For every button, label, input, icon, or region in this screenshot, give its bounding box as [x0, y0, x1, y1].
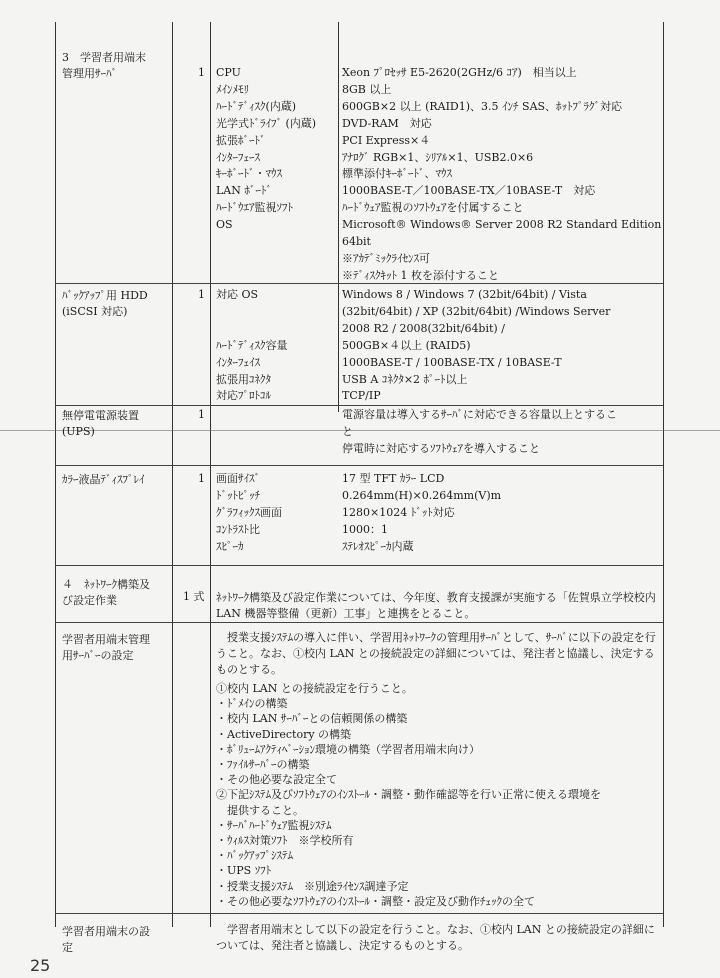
- server-setup-line: ・校内 LAN ｻｰﾊﾞｰとの信頼関係の構築: [216, 712, 408, 726]
- spec-value: TCP/IP: [342, 389, 381, 403]
- section-item-name: ﾊﾞｯｸｱｯﾌﾟ用 HDD (iSCSI 対応): [62, 289, 148, 318]
- section-qty: 1: [198, 472, 205, 485]
- spec-key: 拡張ﾎﾞｰﾄﾞ: [216, 133, 266, 147]
- section-item-name: 無停電電源装置 (UPS): [62, 409, 139, 438]
- spec-key: ﾄﾞｯﾄﾋﾟｯﾁ: [216, 488, 260, 502]
- spec-key: ﾊｰﾄﾞｳｴｱ監視ｿﾌﾄ: [216, 201, 293, 215]
- server-setup-intro: 授業支援ｼｽﾃﾑの導入に伴い、学習用ﾈｯﾄﾜｰｸの管理用ｻｰﾊﾞとして、ｻｰﾊﾞに以下の設定を行うこと。なお、①校内 LAN との接続設定の詳細については、発注者と協議し、決定するものとする。: [216, 631, 656, 676]
- spec-key: ｲﾝﾀｰﾌｪｲｽ: [216, 355, 260, 369]
- spec-key: ﾒｲﾝﾒﾓﾘ: [216, 82, 249, 96]
- table-rule-item: [172, 22, 173, 927]
- spec-value: 0.264mm(H)×0.264mm(V)m: [342, 488, 502, 502]
- spec-key: 画面ｻｲｽﾞ: [216, 472, 260, 485]
- server-setup-line: ・その他必要なｿﾌﾄｳｪｱのｲﾝｽﾄｰﾙ・調整・設定及び動作ﾁｪｯｸの全て: [216, 894, 535, 908]
- row-divider: [55, 913, 663, 914]
- spec-value: Xeon ﾌﾟﾛｾｯｻ E5-2620(2GHz/6 ｺｱ) 相当以上: [342, 66, 577, 79]
- spec-value: 600GB×2 以上 (RAID1)、3.5 ｲﾝﾁ SAS、ﾎｯﾄﾌﾟﾗｸﾞ対応: [342, 99, 623, 113]
- spec-value: 1000：1: [342, 522, 388, 536]
- table-border-left: [55, 22, 56, 927]
- spec-value: DVD-RAM 対応: [342, 116, 432, 130]
- spec-key: ｽﾋﾟｰｶ: [216, 539, 244, 553]
- server-setup-line: 提供すること。: [216, 803, 304, 817]
- spec-value: ﾊｰﾄﾞｳｪｱ監視のｿﾌﾄｳｪｱを付属すること: [342, 201, 524, 215]
- spec-value: 500GB×４以上 (RAID5): [342, 338, 471, 352]
- spec-key: 対応 OS: [216, 288, 259, 301]
- section-item-name: 3 学習者用端末 管理用ｻｰﾊﾞ: [62, 51, 146, 80]
- spec-value: PCI Express×４: [342, 133, 431, 147]
- spec-value: 標準添付ｷｰﾎﾞｰﾄﾞ、ﾏｳｽ: [342, 167, 452, 181]
- spec-key: CPU: [216, 66, 241, 79]
- server-setup-line: ・ﾌｧｲﾙｻｰﾊﾞｰの構築: [216, 758, 310, 771]
- spec-key: ｺﾝﾄﾗｽﾄ比: [216, 522, 260, 536]
- spec-key: OS: [216, 218, 233, 232]
- row-divider: [55, 565, 663, 566]
- spec-value: Microsoft® Windows® Server 2008 R2 Standard Edition: [342, 218, 662, 232]
- spec-key: ﾊｰﾄﾞﾃﾞｨｽｸ(内蔵): [216, 99, 297, 113]
- spec-value: ※ｱｶﾃﾞﾐｯｸﾗｲｾﾝｽ可: [342, 251, 430, 265]
- spec-value: 2008 R2 / 2008(32bit/64bit) /: [342, 321, 505, 335]
- spec-key: ﾊｰﾄﾞﾃﾞｨｽｸ容量: [216, 338, 288, 352]
- spec-value: 停電時に対応するｿﾌﾄｳｪｱを導入すること: [342, 441, 540, 455]
- spec-value: 8GB 以上: [342, 82, 392, 96]
- section-item-name: ｶﾗｰ液晶ﾃﾞｨｽﾌﾟﾚｲ: [62, 473, 145, 486]
- server-setup-line: ・ﾎﾞﾘｭｰﾑｱｸﾃｨﾍﾞｰｼｮﾝ環境の構築（学習者用端末向け）: [216, 742, 480, 756]
- network-item: ４ ﾈｯﾄﾜｰｸ構築及 び設定作業: [62, 578, 150, 607]
- spec-value: ※ﾃﾞｨｽｸｷｯﾄ 1 枚を添付すること: [342, 268, 499, 282]
- row-divider: [55, 622, 663, 623]
- spec-key: ｸﾞﾗﾌｨｯｸｽ画面: [216, 505, 282, 519]
- server-setup-line: ・授業支援ｼｽﾃﾑ ※別途ﾗｲｾﾝｽ調達予定: [216, 879, 409, 893]
- server-setup-line: ②下記ｼｽﾃﾑ及びｿﾌﾄｳｪｱのｲﾝｽﾄｰﾙ・調整・動作確認等を行い正常に使える環境を: [216, 788, 601, 802]
- spec-value: 1000BASE-T / 100BASE-TX / 10BASE-T: [342, 355, 562, 369]
- spec-value: ｽﾃﾚｵｽﾋﾟｰｶ内蔵: [342, 539, 414, 553]
- spec-value: USB A ｺﾈｸﾀ×2 ﾎﾟｰﾄ以上: [342, 372, 468, 386]
- spec-key: 拡張用ｺﾈｸﾀ: [216, 372, 271, 386]
- server-setup-line: ・ActiveDirectory の構築: [216, 727, 352, 741]
- spec-value: 電源容量は導入するｻｰﾊﾞに対応できる容量以上とするこ: [342, 408, 617, 421]
- section-qty: 1: [198, 66, 205, 79]
- server-setup-item: 学習者用端末管理 用ｻｰﾊﾞｰの設定: [62, 633, 150, 662]
- terminal-setup-item: 学習者用端末の設 定: [62, 925, 150, 954]
- network-text: ﾈｯﾄﾜｰｸ構築及び設定作業については、今年度、教育支援課が実施する「佐賀県立学校校内 LAN 機器等整備（更新）工事」と連携をとること。: [216, 591, 656, 620]
- row-divider: [55, 405, 663, 406]
- server-setup-line: ・ｳｨﾙｽ対策ｿﾌﾄ ※学校所有: [216, 834, 354, 847]
- spec-value: ｱﾅﾛｸﾞ RGB×1、ｼﾘｱﾙ×1、USB2.0×6: [342, 150, 534, 164]
- table-rule-spec: [338, 22, 339, 412]
- server-setup-line: ・その他必要な設定全て: [216, 773, 337, 787]
- spec-key: ｷｰﾎﾞｰﾄﾞ・ﾏｳｽ: [216, 167, 282, 181]
- section-qty: 1: [198, 288, 205, 301]
- server-setup-line: ・ﾄﾞﾒｲﾝの構築: [216, 697, 288, 711]
- server-setup-line: ・UPS ｿﾌﾄ: [216, 864, 272, 878]
- spec-key: ｲﾝﾀｰﾌｪｰｽ: [216, 150, 260, 164]
- spec-value: (32bit/64bit) / XP (32bit/64bit) /Windows Server: [342, 304, 611, 318]
- spec-value: と: [342, 424, 353, 438]
- page-number: 25: [30, 956, 51, 975]
- spec-value: 17 型 TFT ｶﾗｰ LCD: [342, 472, 445, 485]
- spec-key: 光学式ﾄﾞﾗｲﾌﾞ (内蔵): [216, 116, 317, 130]
- spec-value: 1000BASE-T／100BASE-TX／10BASE-T 対応: [342, 184, 596, 198]
- spec-value: 1280×1024 ﾄﾞｯﾄ対応: [342, 505, 455, 519]
- server-setup-line: ①校内 LAN との接続設定を行うこと。: [216, 682, 413, 695]
- table-rule-qty: [210, 22, 211, 927]
- spec-key: LAN ﾎﾞｰﾄﾞ: [216, 184, 272, 198]
- row-divider: [55, 283, 663, 284]
- server-setup-line: ・ｻｰﾊﾞﾊｰﾄﾞｳｪｱ監視ｼｽﾃﾑ: [216, 818, 332, 832]
- network-qty: 1 式: [183, 590, 205, 603]
- section-qty: 1: [198, 408, 205, 421]
- spec-value: Windows 8 / Windows 7 (32bit/64bit) / Vista: [342, 288, 587, 301]
- spec-key: 対応ﾌﾟﾛﾄｺﾙ: [216, 389, 271, 403]
- table-border-right: [663, 22, 664, 927]
- row-divider: [55, 465, 663, 466]
- terminal-setup-text: 学習者用端末として以下の設定を行うこと。なお、①校内 LAN との接続設定の詳細については、発注者と協議し、決定するものとする。: [216, 923, 655, 952]
- server-setup-line: ・ﾊﾞｯｸｱｯﾌﾟｼｽﾃﾑ: [216, 849, 293, 863]
- spec-value: 64bit: [342, 235, 371, 248]
